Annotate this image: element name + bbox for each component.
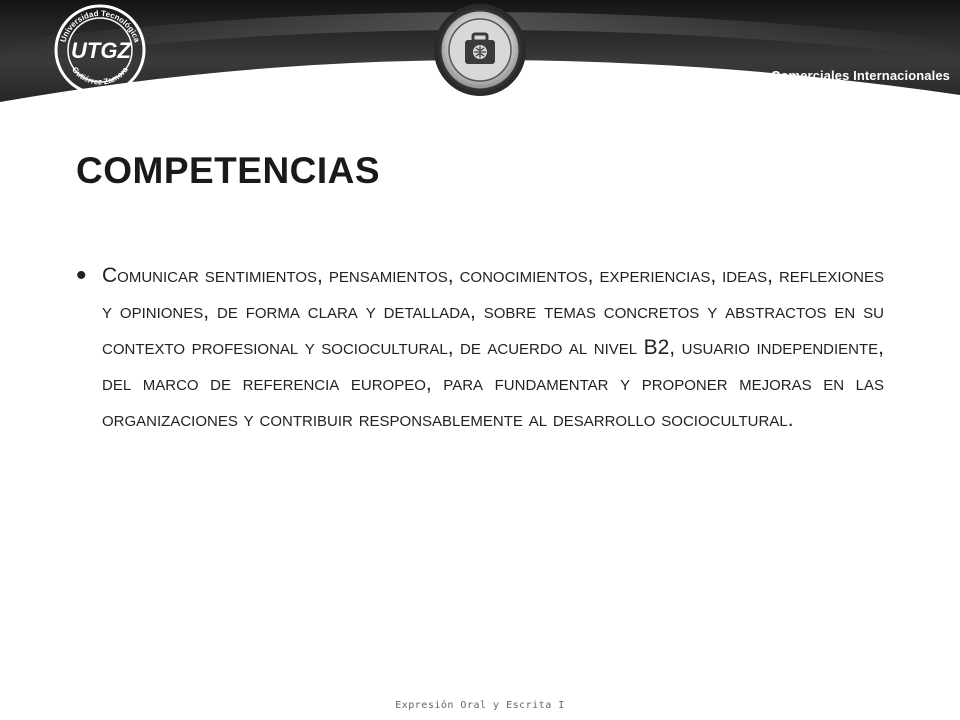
logo-monogram: UTGZ xyxy=(71,38,131,63)
bullet-marker: • xyxy=(76,259,87,292)
logo-arc-bottom: Gutiérrez Zamora xyxy=(70,65,130,87)
slide-title: COMPETENCIAS xyxy=(76,150,381,191)
program-title: TSU en Operaciones Comerciales Internacionales xyxy=(638,68,950,83)
header-background xyxy=(0,0,960,108)
competency-text: Comunicar sentimientos, pensamientos, conocimientos, experiencias, ideas, reflexiones y opiniones, de forma clara y detallada, sobre temas concretos y abstractos en su contexto profesional y sociocultural, de acuerdo al nivel B2, usuario independiente, del marco de referencia europeo, para fundamentar y proponer mejoras en las organizaciones y contribuir responsablemente al desarrollo sociocultural. xyxy=(102,264,884,431)
bullet-item xyxy=(76,258,884,438)
footer-course-name: Expresión Oral y Escrita I xyxy=(395,700,565,711)
briefcase-globe-icon xyxy=(434,4,526,96)
header-bar xyxy=(0,0,960,108)
logo-arc-top: Universidad Tecnológica xyxy=(58,8,142,44)
